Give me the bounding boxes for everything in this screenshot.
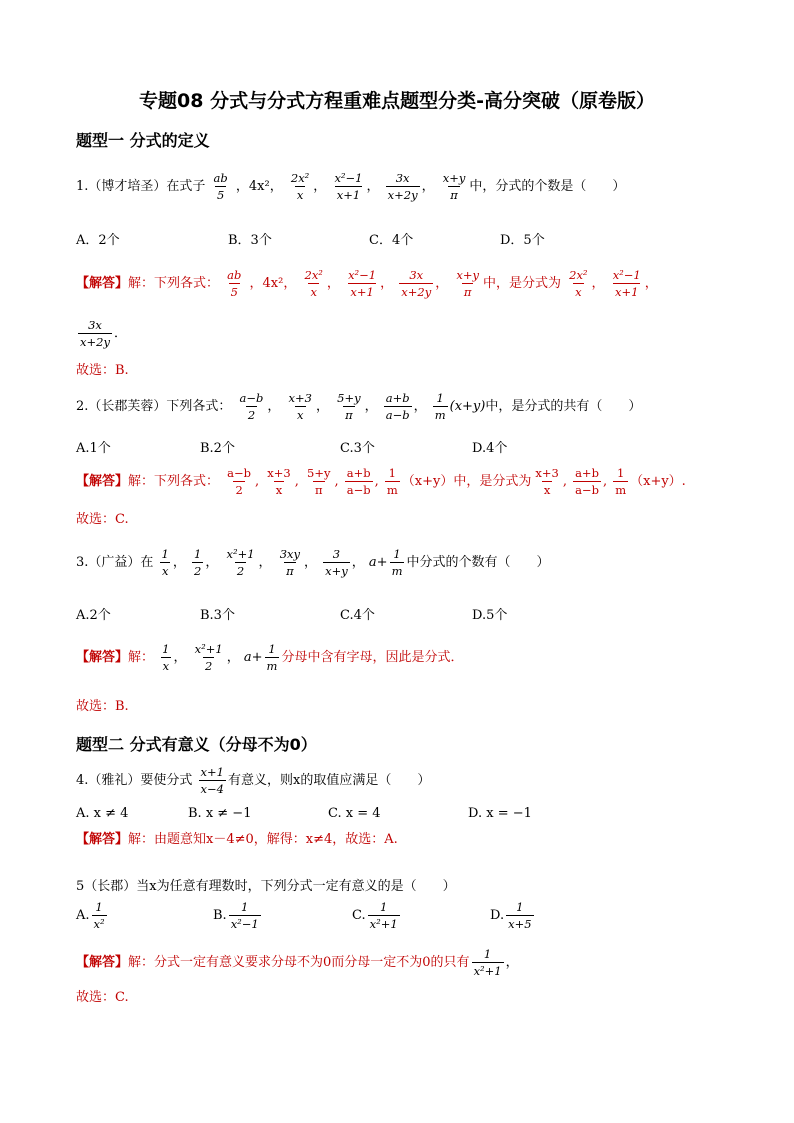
q2-answer: 【解答】解：下列各式： $\frac{a-b}{2}$ , $\frac{x+3}{x}$ , $\frac{5+y}{\pi}$ , $\frac{a+b}{a-b}$ , $\frac{1}{m}$ （x+y）中，是分式为 $\frac{x+3}{x}$ , $\frac{a+b}{a-b}$ , $\frac{1}{m}$ （x+y）. <box>76 466 686 497</box>
q3-frac-6: $\frac{1}{m}$ <box>391 547 403 578</box>
q3-option-d[interactable]: D.5个 <box>472 608 508 623</box>
q2-ans-frac-4: $\frac{a+b}{a-b}$ <box>346 466 371 497</box>
q3-ans-frac-1: $\frac{1}{x}$ <box>162 642 170 673</box>
q5-answer: 【解答】解：分式一定有意义要求分母不为0而分母一定不为0的只有 $\frac{1}{\text{x²+1}}$ ， <box>76 947 519 978</box>
q2-frac-3: $\frac{5+y}{\pi}$ <box>337 391 361 422</box>
q1-frac-5: $\frac{x+y}{\pi}$ <box>442 171 466 202</box>
q3-choice: 故选：B. <box>76 699 129 714</box>
q1-ans-frac-8: $\frac{3x}{x+2y}$ <box>80 318 110 349</box>
q1-frac-3: $\frac{\text{x²−1}}{x+1}$ <box>334 171 363 202</box>
q2-ans-frac-1: $\frac{a-b}{2}$ <box>227 466 252 497</box>
q1-frac-1: $\frac{ab}{5}$ <box>213 171 228 202</box>
q2-ans-frac-2: $\frac{x+3}{x}$ <box>267 466 291 497</box>
q1-frac-2: $\frac{\text{2x²}}{x}$ <box>290 171 310 202</box>
q3-ans-frac-3: $\frac{1}{m}$ <box>266 642 278 673</box>
q4-option-c[interactable]: C. x = 4 <box>328 806 381 821</box>
q5-ans-frac: $\frac{1}{\text{x²+1}}$ <box>473 947 502 978</box>
question-5: 5（长郡）当x为任意有理数时，下列分式一定有意义的是（ ） <box>76 879 456 894</box>
q5-option-b[interactable]: B. $\frac{1}{\text{x²−1}}$ <box>213 900 259 931</box>
q2-ans-frac-7: $\frac{a+b}{a-b}$ <box>575 466 599 497</box>
question-3: 3.（广益）在 $\frac{1}{x}$ ， $\frac{1}{2}$ ， $\frac{\text{x²+1}}{2}$ ， $\frac{3xy}{\pi}$ ， $\frac{3}{x+y}$ ， a+ $\frac{1}{m}$ 中分式的个数有（ ） <box>76 547 550 578</box>
section-heading-2: 题型二 分式有意义（分母不为0） <box>76 735 317 754</box>
q1-answer-tag: 【解答】 <box>76 276 129 291</box>
q4-option-d[interactable]: D. x = −1 <box>468 806 532 821</box>
q3-answer: 【解答】解： $\frac{1}{x}$ ， $\frac{\text{x²+1}}{2}$ ， a+ $\frac{1}{m}$ 分母中含有字母，因此是分式． <box>76 642 464 673</box>
q2-frac-5: $\frac{1}{m}$ <box>434 391 446 422</box>
q5-option-c[interactable]: C. $\frac{1}{\text{x²+1}}$ <box>352 900 398 931</box>
q3-option-a[interactable]: A.2个 <box>76 608 111 623</box>
q5-choice: 故选：C. <box>76 990 129 1005</box>
q4-option-a[interactable]: A. x ≠ 4 <box>76 806 129 821</box>
q1-stem-post: 中，分式的个数是（ ） <box>469 179 626 194</box>
q2-frac-1: $\frac{a-b}{2}$ <box>239 391 264 422</box>
q1-option-b[interactable]: B．3个 <box>228 233 272 248</box>
q2-ans-frac-3: $\frac{5+y}{\pi}$ <box>307 466 331 497</box>
page-title: 专题08 分式与分式方程重难点题型分类-高分突破（原卷版） <box>139 90 655 112</box>
q1-option-c[interactable]: C．4个 <box>369 233 414 248</box>
q1-ans-frac-6: $\frac{\text{2x²}}{x}$ <box>569 268 588 299</box>
q1-ans-frac-2: $\frac{\text{2x²}}{x}$ <box>304 268 323 299</box>
q2-ans-frac-5: $\frac{1}{m}$ <box>386 466 398 497</box>
q1-choice: 故选：B. <box>76 363 129 378</box>
q4-frac: $\frac{x+1}{x-4}$ <box>200 765 224 796</box>
q2-option-d[interactable]: D.4个 <box>472 441 508 456</box>
q1-ans-frac-7: $\frac{\text{x²−1}}{x+1}$ <box>612 268 641 299</box>
q3-ans-frac-2: $\frac{\text{x²+1}}{2}$ <box>194 642 223 673</box>
question-1: 1.（博才培圣）在式子 $\frac{ab}{5}$ ，4x²， $\frac{\text{2x²}}{x}$ ， $\frac{\text{x²−1}}{x+1}$ ， $\frac{3x}{x+2y}$ ， $\frac{x+y}{\pi}$ 中，分式的个数是（ ） <box>76 171 626 202</box>
q1-answer-line2: $\frac{3x}{x+2y}$ ． <box>80 318 127 349</box>
q3-option-c[interactable]: C.4个 <box>340 608 375 623</box>
q4-answer: 【解答】解：由题意知x－4≠0，解得：x≠4，故选：A. <box>76 832 398 847</box>
q3-frac-2: $\frac{1}{2}$ <box>194 547 202 578</box>
q3-frac-3: $\frac{\text{x²+1}}{2}$ <box>226 547 255 578</box>
q2-frac-4: $\frac{a+b}{a-b}$ <box>385 391 410 422</box>
q1-ans-frac-3: $\frac{\text{x²−1}}{x+1}$ <box>348 268 377 299</box>
question-4: 4.（雅礼）要使分式 $\frac{x+1}{x-4}$ 有意义，则x的取值应满足（ ） <box>76 765 431 796</box>
q1-ans-frac-4: $\frac{3x}{x+2y}$ <box>401 268 432 299</box>
q2-choice: 故选：C. <box>76 512 129 527</box>
q2-ans-frac-6: $\frac{x+3}{x}$ <box>535 466 559 497</box>
q3-option-b[interactable]: B.3个 <box>200 608 235 623</box>
q3-frac-1: $\frac{1}{x}$ <box>161 547 169 578</box>
q2-ans-frac-8: $\frac{1}{m}$ <box>615 466 627 497</box>
q1-frac-4: $\frac{3x}{x+2y}$ <box>387 171 418 202</box>
q5-option-a[interactable]: A. $\frac{1}{\text{x²}}$ <box>76 900 105 931</box>
q1-stem-pre: 1.（博才培圣）在式子 <box>76 179 206 194</box>
q4-option-b[interactable]: B. x ≠ −1 <box>188 806 252 821</box>
q2-option-b[interactable]: B.2个 <box>200 441 235 456</box>
q5-option-d[interactable]: D. $\frac{1}{x+5}$ <box>490 900 532 931</box>
q3-frac-5: $\frac{3}{x+y}$ <box>325 547 348 578</box>
q2-frac-2: $\frac{x+3}{x}$ <box>288 391 312 422</box>
q2-option-c[interactable]: C.3个 <box>340 441 375 456</box>
question-2: 2.（长郡芙蓉）下列各式： $\frac{a-b}{2}$ ， $\frac{x+3}{x}$ ， $\frac{5+y}{\pi}$ ， $\frac{a+b}{a-b}$ ， $\frac{1}{m}$ (x+y)中，是分式的共有（ ） <box>76 391 642 422</box>
q1-answer: 【解答】解：下列各式： $\frac{ab}{5}$ ，4x²， $\frac{\text{2x²}}{x}$ ， $\frac{\text{x²−1}}{x+1}$ ， $\frac{3x}{x+2y}$ ， $\frac{x+y}{\pi}$ 中，是分式为 $\frac{\text{2x²}}{x}$ ， $\frac{\text{x²−1}}{x+1}$ ， <box>76 268 658 299</box>
section-heading-1: 题型一 分式的定义 <box>76 131 210 150</box>
q1-ans-frac-5: $\frac{x+y}{\pi}$ <box>456 268 479 299</box>
q1-option-d[interactable]: D．5个 <box>500 233 545 248</box>
q3-frac-4: $\frac{3xy}{\pi}$ <box>279 547 300 578</box>
q1-ans-frac-1: $\frac{ab}{5}$ <box>227 268 242 299</box>
q2-option-a[interactable]: A.1个 <box>76 441 111 456</box>
q1-mid: ，4x²， <box>235 179 283 194</box>
q1-option-a[interactable]: A．2个 <box>76 233 120 248</box>
